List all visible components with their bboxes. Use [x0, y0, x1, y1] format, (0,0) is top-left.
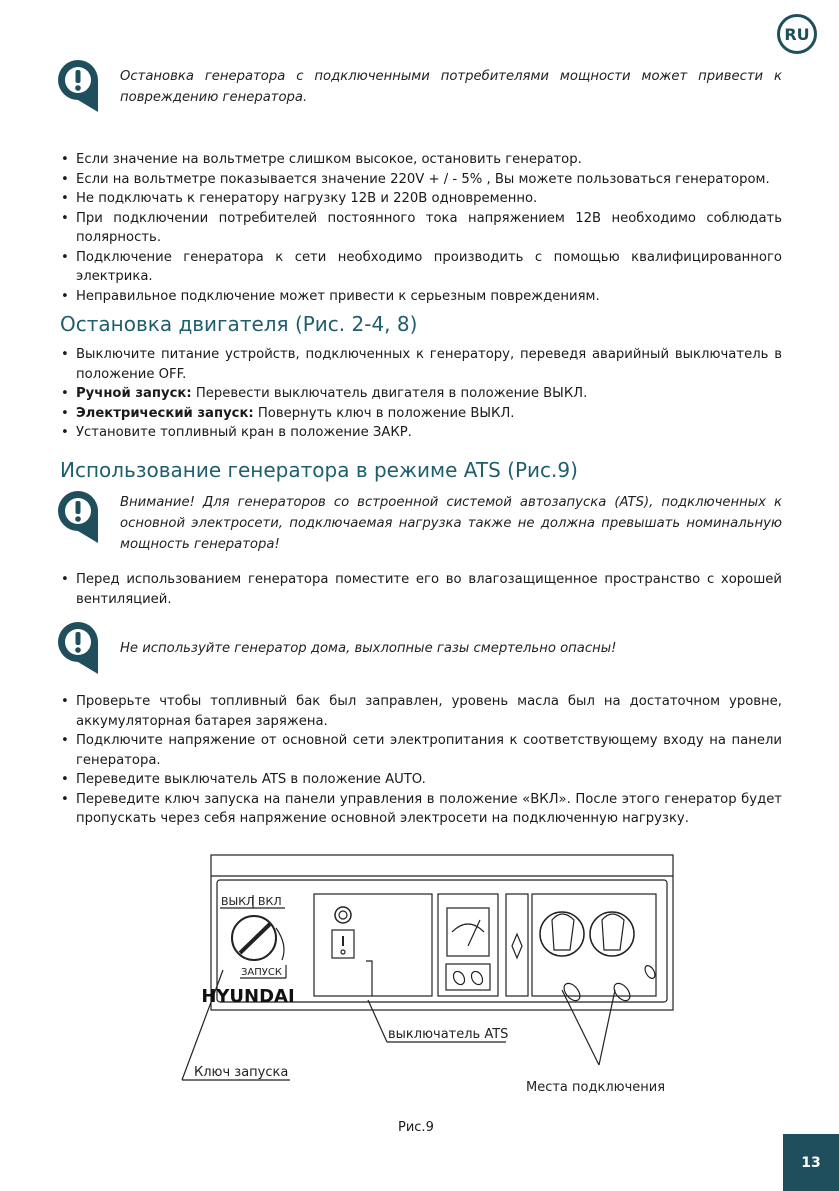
list-item: • Если значение на вольтметре слишком высокое, остановить генератор. — [60, 150, 782, 170]
list-item-text: Повернуть ключ в положение ВЫКЛ. — [253, 405, 515, 421]
label-off: ВЫКЛ — [221, 895, 255, 908]
list-ats-steps — [60, 692, 782, 829]
label-outlets: Места подключения — [526, 1080, 666, 1095]
list-item: • При подключении потребителей постоянного тока напряжением 12В необходимо соблюдать полярность. — [60, 209, 782, 248]
list-item-bold: Электрический запуск: — [76, 405, 254, 421]
list-item-bold: Ручной запуск: — [76, 386, 192, 401]
list-ats-placement — [60, 570, 782, 609]
label-start: ЗАПУСК — [241, 967, 282, 978]
language-badge — [777, 14, 817, 54]
leader-line-outlets — [562, 990, 599, 1065]
list-item — [60, 404, 782, 424]
list-item-text: Перевести выключатель двигателя в положение ВЫКЛ. — [191, 386, 588, 401]
figure-control-panel — [150, 850, 690, 1100]
outlets-block — [532, 894, 656, 996]
warning-icon — [56, 489, 100, 545]
warning-icon — [56, 620, 100, 676]
section-heading-ats: Использование генератора в режиме ATS (Рис.9) — [60, 458, 578, 482]
language-badge-label: RU — [784, 24, 810, 44]
list-item — [60, 423, 782, 443]
list-voltage-rules — [60, 150, 782, 306]
list-engine-stop — [60, 345, 782, 443]
page-number-box — [783, 1134, 839, 1191]
figure-caption: Рис.9 — [398, 1120, 434, 1135]
label-ats-switch: выключатель ATS — [388, 1027, 509, 1042]
list-item-text: Выключите питание устройств, подключенных к генератору, переведя аварийный выключатель в положение OFF. — [76, 347, 782, 382]
list-item: • Не подключать к генератору нагрузку 12В и 220В одновременно. — [60, 189, 782, 209]
warning-note-ats-load: Внимание! Для генераторов со встроенной системой автозапуска (ATS), подключенных к основной электросети, подключаемая нагрузка также не должна превышать номинальную мощность генератора! — [120, 495, 782, 552]
warning-note-exhaust: Не используйте генератор дома, выхлопные газы смертельно опасны! — [120, 641, 617, 656]
leader-line-ats — [368, 1000, 387, 1042]
list-item: • Переведите ключ запуска на панели управления в положение «ВКЛ». После этого генератор будет пропускать через себя напряжение основной электросети на подключенную нагрузку. — [60, 790, 782, 829]
list-item: • Если на вольтметре показывается значение 220V + / - 5% , Вы можете пользоваться генератором. — [60, 170, 782, 190]
list-item: • Проверьте чтобы топливный бак был заправлен, уровень масла был на достаточном уровне, аккумуляторная батарея заряжена. — [60, 692, 782, 731]
section-heading-engine-stop: Остановка двигателя (Рис. 2-4, 8) — [60, 312, 418, 336]
brand-logo: HYUNDAI — [201, 986, 295, 1007]
page-number: 13 — [801, 1154, 821, 1171]
voltmeter — [447, 908, 489, 956]
list-item: • Неправильное подключение может привести к серьезным повреждениям. — [60, 287, 782, 307]
list-item: • Переведите выключатель ATS в положение AUTO. — [60, 770, 782, 790]
label-on: ВКЛ — [258, 895, 282, 908]
list-item: • Перед использованием генератора поместите его во влагозащищенное пространство с хорошей вентиляцией. — [60, 570, 782, 609]
warning-note-stop-load: Остановка генератора с подключенными потребителями мощности может привести к повреждению генератора. — [120, 69, 782, 105]
list-item: • Подключение генератора к сети необходимо производить с помощью квалифицированного электрика. — [60, 248, 782, 287]
list-item — [60, 384, 782, 404]
list-item-text: Установите топливный кран в положение ЗАКР. — [76, 425, 412, 440]
label-start-key: Ключ запуска — [194, 1065, 289, 1080]
list-item: • Подключите напряжение от основной сети электропитания к соответствующему входу на панели генератора. — [60, 731, 782, 770]
list-item — [60, 345, 782, 384]
warning-icon — [56, 58, 100, 114]
